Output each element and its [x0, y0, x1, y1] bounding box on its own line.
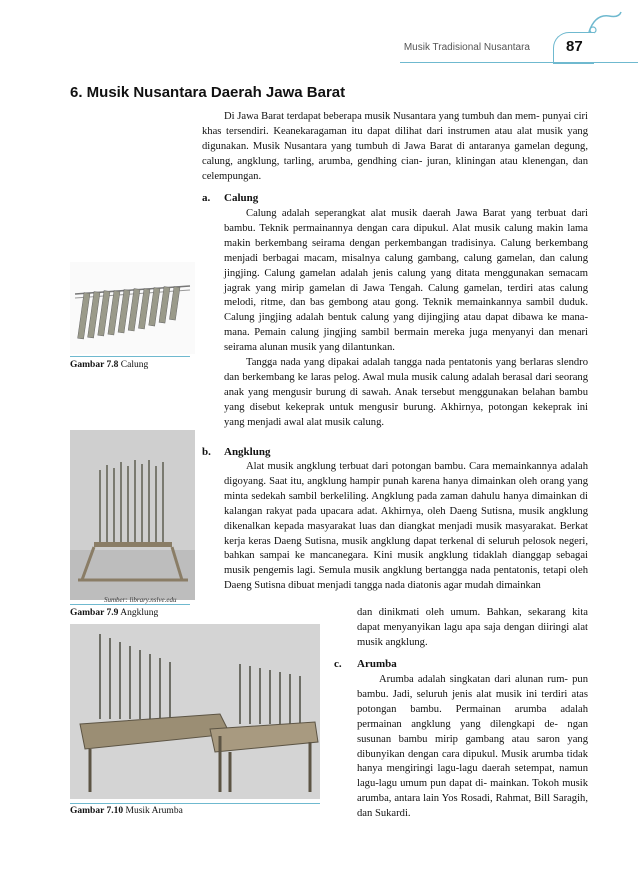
figure-7-9-caption-rule: [70, 604, 190, 605]
running-title: Musik Tradisional Nusantara: [403, 42, 530, 53]
angklung-photo: [70, 430, 195, 600]
figure-7-10-text: Musik Arumba: [125, 806, 183, 816]
angklung-illustration: [70, 430, 195, 600]
header-rule: [400, 62, 638, 63]
calung-label: a.: [202, 192, 211, 204]
calung-paragraph-1: Calung adalah seperangkat alat musik daerah Jawa Barat yang terbuat dari bambu. Teknik permainannya dengan cara dipukul. Alat musik calung makin lama makin berkembang seirama dengan perkembangan tradisinya. Calung berkembang menjadi berbagai macam, misalnya calung gambang, calung gamelan, dan calung jingjing. Calung gamelan adalah jenis calung yang ditata menggunakan semacam jagrak yang mirip gamelan di Jawa Tengah. Calung gamelan, terdiri atas calung melodi, ritme, dan bas gembong atau gong. Teknik memainkannya sambil duduk. Calung jingjing adalah bentuk calung yang dijingjing atau dapat dibawa ke mana-mana. Pemain calung jingjing sambil bermain mereka juga menyanyi dan menari seirama alunan musik yang dilantunkan.: [224, 208, 588, 354]
figure-7-9-credit: Sumber: library.nslve.edu: [104, 596, 177, 604]
calung-photo: [70, 262, 195, 354]
figure-7-9-text: Angklung: [120, 608, 159, 618]
figure-7-10-caption: [70, 806, 183, 816]
angklung-label: b.: [202, 446, 211, 458]
arumba-label: c.: [334, 658, 342, 670]
arumba-illustration: [70, 624, 320, 799]
angklung-paragraph-1b: dan dinikmati oleh umum. Bahkan, sekarang kita dapat menyanyikan lagu apa saja dengan diiringi alat musik angklung.: [357, 607, 588, 648]
calung-illustration: [70, 262, 195, 354]
figure-7-10-caption-rule: [70, 803, 320, 804]
calung-title: Calung: [224, 192, 259, 204]
intro-text: Di Jawa Barat terdapat beberapa musik Nusantara yang tumbuh dan mem- punyai ciri khas tersendiri. Keanekaragaman itu dapat dilihat dari instrumen atau alat musik yang digunakan. Musik Nusantara yang tumbuh di Jawa Barat di antaranya gamelan degung, calung, angklung, tarling, arumba, gendhing cian- juran, kliningan atau klenengan, dan celempungan.: [202, 111, 588, 182]
angklung-paragraph-1a: Alat musik angklung terbuat dari potongan bambu. Cara memainkannya adalah digoyang. Saat itu, angklung hampir punah karena hanya dimainkan oleh orang yang minta sedekah sambil berkeliling. Angklung pada zaman dahulu hanya dimainkan di kalangan rakyat pada upacara adat. Akhirnya, oleh Daeng Sutisna, musik angklung dikenalkan kepada masyarakat luas dan diangkat menjadi musik masyarakat. Berkat kerja keras Daeng Sutisna, musik angklung dapat terkenal di seluruh pelosok negeri, bahkan sampai ke mancanegara. Kini musik angklung tidaklah dianggap sebagai musik pengemis lagi. Semula musik angklung bertangga nada pentatonis, tetapi oleh Daeng Sutisna dibuat menjadi tangga nada diatonis agar mudah dimainkan: [224, 461, 588, 592]
angklung-body: [224, 460, 588, 594]
figure-7-9-label: Gambar 7.9: [70, 608, 119, 618]
figure-7-8-caption: [70, 360, 148, 370]
figure-7-10-label: Gambar 7.10: [70, 806, 124, 816]
arumba-paragraph-1: Arumba adalah singkatan dari alunan rum- pun bambu. Jadi, seluruh jenis alat musik ini terdiri atas potongan bambu. Permainan arumba adalah permainan angklung yang dilengkapi de- ngan susunan bambu mirip gambang atau saron yang dibunyikan dengan cara dipukul. Musik arumba tidak hanya mengiringi lagu-lagu daerah setempat, namun lagu-lagu umum pun dapat di- mainkan. Tokoh musik arumba, antara lain Yos Rosadi, Rahmat, Bill Saragih, dan Sukardi.: [357, 674, 588, 820]
arumba-body: [357, 673, 588, 822]
angklung-body-continued: [357, 606, 588, 651]
arumba-title: Arumba: [357, 658, 397, 670]
section-title: 6. Musik Nusantara Daerah Jawa Barat: [70, 84, 346, 101]
figure-7-8-caption-rule: [70, 356, 190, 357]
figure-7-8-label: Gambar 7.8: [70, 360, 119, 370]
angklung-title: Angklung: [224, 446, 271, 458]
figure-7-9-caption: [70, 608, 158, 618]
intro-paragraph: [202, 110, 588, 185]
page-number: 87: [566, 38, 583, 55]
arumba-photo: [70, 624, 320, 799]
music-note-icon: [585, 10, 625, 34]
calung-paragraph-2: Tangga nada yang dipakai adalah tangga nada pentatonis yang berlaras slendro dan berkembang ke laras pelog. Awal mula musik calung adalah berasal dari seorang anak yang mengusir burung di sawah. Anak tersebut menggunakan belahan bambu yang disebut kekeprak untuk mengusir burung. Akhirnya, potongan kekeprak ini yang menjadi awal alat musik calung.: [224, 357, 588, 428]
figure-7-8-text: Calung: [120, 360, 149, 370]
calung-body: [224, 207, 588, 431]
